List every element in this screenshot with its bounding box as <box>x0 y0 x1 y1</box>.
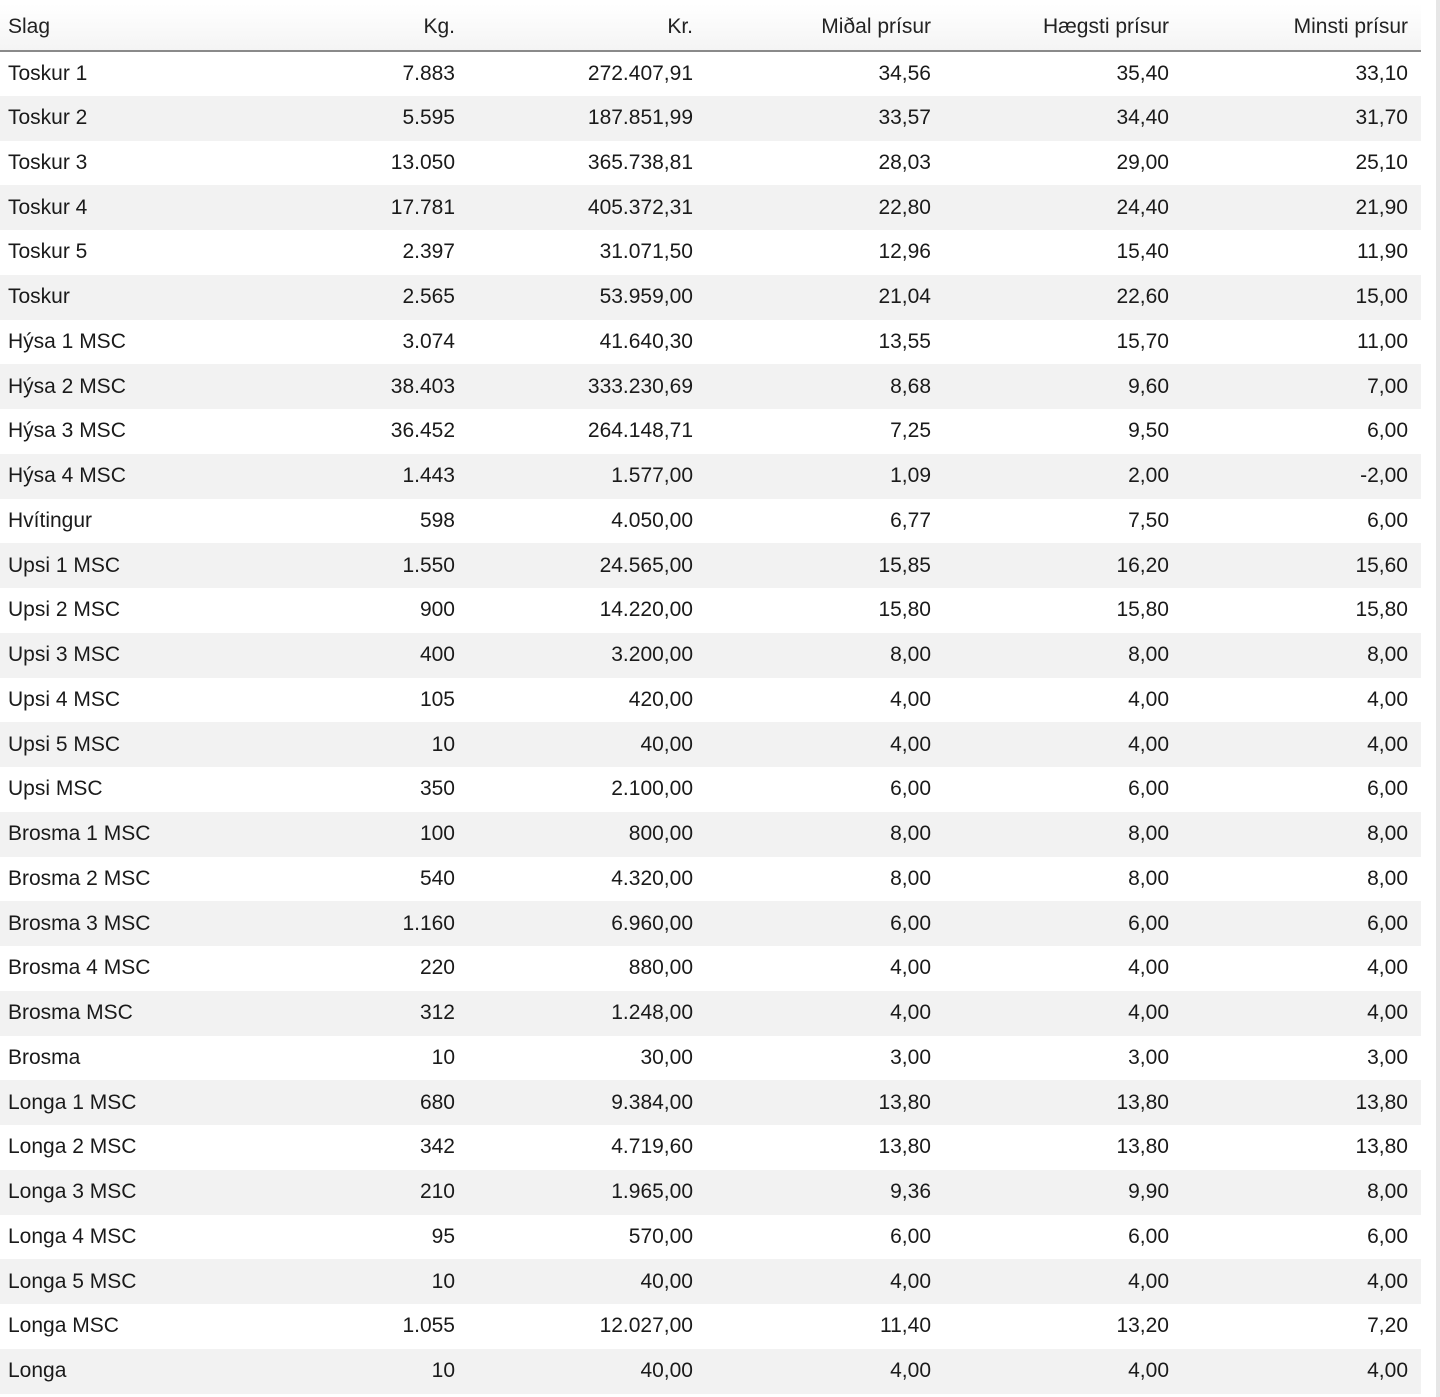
kr-cell: 53.959,00 <box>599 285 693 309</box>
species-cell: Hýsa 4 MSC <box>8 464 126 488</box>
average-price-cell: 28,03 <box>878 150 931 174</box>
average-price-cell: 4,00 <box>890 732 931 756</box>
kg-cell: 2.565 <box>402 285 455 309</box>
lowest-price-cell: 4,00 <box>1367 687 1408 711</box>
species-cell: Upsi MSC <box>8 777 103 801</box>
average-price-cell: 33,57 <box>878 106 931 130</box>
table-row <box>0 1304 1421 1349</box>
highest-price-cell: 4,00 <box>1128 732 1169 756</box>
lowest-price-cell: 15,00 <box>1355 285 1408 309</box>
average-price-cell: 22,80 <box>878 195 931 219</box>
column-header-kr[interactable]: Kr. <box>468 4 706 51</box>
kg-cell: 598 <box>419 508 455 532</box>
lowest-price-cell: 8,00 <box>1367 866 1408 890</box>
species-cell: Longa 5 MSC <box>8 1269 137 1293</box>
species-cell: Upsi 3 MSC <box>8 643 121 667</box>
lowest-price-cell: 15,80 <box>1355 598 1408 622</box>
column-header-highest-price[interactable]: Hægsti prísur <box>944 4 1182 51</box>
lowest-price-cell: 11,00 <box>1357 329 1408 353</box>
table-row <box>0 1170 1421 1215</box>
table-row <box>0 588 1421 633</box>
kr-cell: 9.384,00 <box>611 1090 693 1114</box>
scrollbar-track[interactable] <box>1436 0 1440 1397</box>
highest-price-cell: 34,40 <box>1116 106 1169 130</box>
highest-price-cell: 24,40 <box>1116 195 1169 219</box>
average-price-cell: 3,00 <box>890 1045 931 1069</box>
table-row <box>0 320 1421 365</box>
highest-price-cell: 7,50 <box>1128 508 1169 532</box>
species-cell: Toskur 3 <box>8 150 88 174</box>
lowest-price-cell: -2,00 <box>1360 464 1408 488</box>
species-cell: Hýsa 3 MSC <box>8 419 126 443</box>
kg-cell: 1.443 <box>402 464 455 488</box>
average-price-cell: 4,00 <box>890 1359 931 1383</box>
kg-cell: 210 <box>419 1180 455 1204</box>
average-price-cell: 11,40 <box>880 1314 931 1338</box>
kr-cell: 570,00 <box>628 1224 693 1248</box>
lowest-price-cell: 8,00 <box>1367 1180 1408 1204</box>
kr-cell: 40,00 <box>640 732 693 756</box>
highest-price-cell: 3,00 <box>1128 1045 1169 1069</box>
highest-price-cell: 29,00 <box>1116 150 1169 174</box>
lowest-price-cell: 6,00 <box>1367 1224 1408 1248</box>
species-cell: Brosma 4 MSC <box>8 956 151 980</box>
species-cell: Brosma 1 MSC <box>8 822 151 846</box>
kr-cell: 365.738,81 <box>587 150 693 174</box>
species-cell: Upsi 5 MSC <box>8 732 121 756</box>
kg-cell: 10 <box>431 1359 455 1383</box>
average-price-cell: 4,00 <box>890 687 931 711</box>
table-row <box>0 633 1421 678</box>
table-row <box>0 364 1421 409</box>
table-row <box>0 185 1421 230</box>
kg-cell: 350 <box>419 777 455 801</box>
lowest-price-cell: 4,00 <box>1367 956 1408 980</box>
kg-cell: 5.595 <box>402 106 455 130</box>
species-cell: Upsi 4 MSC <box>8 687 121 711</box>
table-row <box>0 1080 1421 1125</box>
kr-cell: 264.148,71 <box>587 419 693 443</box>
average-price-cell: 4,00 <box>890 1269 931 1293</box>
lowest-price-cell: 6,00 <box>1367 911 1408 935</box>
kr-cell: 40,00 <box>640 1269 693 1293</box>
average-price-cell: 15,85 <box>878 553 931 577</box>
average-price-cell: 9,36 <box>890 1180 931 1204</box>
kr-cell: 2.100,00 <box>611 777 693 801</box>
table-row <box>0 1215 1421 1260</box>
header-row <box>0 4 1421 51</box>
species-cell: Longa <box>8 1359 67 1383</box>
highest-price-cell: 9,60 <box>1128 374 1169 398</box>
table-row <box>0 901 1421 946</box>
highest-price-cell: 8,00 <box>1128 866 1169 890</box>
table-row <box>0 1125 1421 1170</box>
price-table <box>0 4 1421 1394</box>
table-row <box>0 722 1421 767</box>
lowest-price-cell: 13,80 <box>1355 1135 1408 1159</box>
average-price-cell: 6,00 <box>890 777 931 801</box>
highest-price-cell: 4,00 <box>1128 687 1169 711</box>
highest-price-cell: 8,00 <box>1128 643 1169 667</box>
kr-cell: 187.851,99 <box>587 106 693 130</box>
kr-cell: 24.565,00 <box>599 553 693 577</box>
species-cell: Toskur 2 <box>8 106 88 130</box>
lowest-price-cell: 3,00 <box>1367 1045 1408 1069</box>
lowest-price-cell: 7,20 <box>1367 1314 1408 1338</box>
kg-cell: 1.550 <box>402 553 455 577</box>
kg-cell: 3.074 <box>402 329 455 353</box>
kg-cell: 400 <box>419 643 455 667</box>
lowest-price-cell: 4,00 <box>1367 732 1408 756</box>
species-cell: Upsi 1 MSC <box>8 553 121 577</box>
species-cell: Toskur 1 <box>8 61 88 85</box>
average-price-cell: 8,00 <box>890 822 931 846</box>
kg-cell: 1.055 <box>402 1314 455 1338</box>
lowest-price-cell: 6,00 <box>1367 419 1408 443</box>
highest-price-cell: 2,00 <box>1128 464 1169 488</box>
lowest-price-cell: 8,00 <box>1367 822 1408 846</box>
highest-price-cell: 16,20 <box>1116 553 1169 577</box>
kg-cell: 7.883 <box>402 61 455 85</box>
average-price-cell: 13,80 <box>878 1090 931 1114</box>
average-price-cell: 1,09 <box>890 464 931 488</box>
highest-price-cell: 13,20 <box>1116 1314 1169 1338</box>
highest-price-cell: 8,00 <box>1128 822 1169 846</box>
kr-cell: 420,00 <box>628 687 693 711</box>
highest-price-cell: 13,80 <box>1116 1135 1169 1159</box>
lowest-price-cell: 6,00 <box>1367 777 1408 801</box>
table-row <box>0 499 1421 544</box>
kr-cell: 3.200,00 <box>611 643 693 667</box>
species-cell: Brosma 3 MSC <box>8 911 151 935</box>
lowest-price-cell: 31,70 <box>1355 106 1408 130</box>
species-cell: Longa MSC <box>8 1314 119 1338</box>
table-row <box>0 767 1421 812</box>
kr-cell: 1.248,00 <box>611 1001 693 1025</box>
kr-cell: 12.027,00 <box>599 1314 693 1338</box>
lowest-price-cell: 7,00 <box>1367 374 1408 398</box>
kr-cell: 880,00 <box>628 956 693 980</box>
table-row <box>0 678 1421 723</box>
table-header <box>0 4 1421 51</box>
table-row <box>0 812 1421 857</box>
kg-cell: 105 <box>419 687 455 711</box>
highest-price-cell: 15,40 <box>1116 240 1169 264</box>
highest-price-cell: 4,00 <box>1128 1359 1169 1383</box>
species-cell: Toskur 4 <box>8 195 88 219</box>
average-price-cell: 8,00 <box>890 866 931 890</box>
column-header-kg[interactable]: Kg. <box>230 4 468 51</box>
average-price-cell: 4,00 <box>890 956 931 980</box>
kr-cell: 31.071,50 <box>599 240 693 264</box>
lowest-price-cell: 11,90 <box>1357 240 1408 264</box>
column-header-species[interactable]: Slag <box>0 4 230 51</box>
kr-cell: 4.050,00 <box>611 508 693 532</box>
average-price-cell: 15,80 <box>878 598 931 622</box>
table-row <box>0 946 1421 991</box>
table-row <box>0 96 1421 141</box>
highest-price-cell: 35,40 <box>1116 61 1169 85</box>
species-cell: Longa 4 MSC <box>8 1224 137 1248</box>
kg-cell: 13.050 <box>390 150 455 174</box>
average-price-cell: 6,00 <box>890 1224 931 1248</box>
table-row <box>0 991 1421 1036</box>
table-row <box>0 141 1421 186</box>
average-price-cell: 13,80 <box>878 1135 931 1159</box>
kg-cell: 342 <box>419 1135 455 1159</box>
kr-cell: 1.965,00 <box>611 1180 693 1204</box>
species-cell: Hýsa 2 MSC <box>8 374 126 398</box>
species-cell: Hýsa 1 MSC <box>8 329 126 353</box>
highest-price-cell: 6,00 <box>1128 911 1169 935</box>
kr-cell: 4.719,60 <box>611 1135 693 1159</box>
highest-price-cell: 15,80 <box>1116 598 1169 622</box>
average-price-cell: 21,04 <box>878 285 931 309</box>
species-cell: Brosma 2 MSC <box>8 866 151 890</box>
average-price-cell: 6,77 <box>890 508 931 532</box>
kr-cell: 41.640,30 <box>599 329 693 353</box>
kg-cell: 2.397 <box>402 240 455 264</box>
species-cell: Longa 3 MSC <box>8 1180 137 1204</box>
kr-cell: 14.220,00 <box>599 598 693 622</box>
species-cell: Longa 1 MSC <box>8 1090 137 1114</box>
lowest-price-cell: 33,10 <box>1355 61 1408 85</box>
kg-cell: 17.781 <box>390 195 455 219</box>
table-row <box>0 275 1421 320</box>
highest-price-cell: 15,70 <box>1116 329 1169 353</box>
lowest-price-cell: 4,00 <box>1367 1359 1408 1383</box>
lowest-price-cell: 8,00 <box>1367 643 1408 667</box>
kr-cell: 4.320,00 <box>611 866 693 890</box>
table-row <box>0 1259 1421 1304</box>
kg-cell: 312 <box>419 1001 455 1025</box>
table-row <box>0 857 1421 902</box>
highest-price-cell: 4,00 <box>1128 1269 1169 1293</box>
species-cell: Toskur <box>8 285 70 309</box>
table-body <box>0 51 1421 1394</box>
average-price-cell: 8,00 <box>890 643 931 667</box>
table-row <box>0 543 1421 588</box>
highest-price-cell: 22,60 <box>1116 285 1169 309</box>
highest-price-cell: 13,80 <box>1116 1090 1169 1114</box>
kr-cell: 333.230,69 <box>587 374 693 398</box>
kg-cell: 10 <box>431 1045 455 1069</box>
kg-cell: 100 <box>419 822 455 846</box>
price-table-container <box>0 4 1421 1394</box>
kg-cell: 36.452 <box>390 419 455 443</box>
table-row <box>0 409 1421 454</box>
column-header-average-price[interactable]: Miðal prísur <box>706 4 944 51</box>
kr-cell: 40,00 <box>640 1359 693 1383</box>
kg-cell: 10 <box>431 1269 455 1293</box>
column-header-lowest-price[interactable]: Minsti prísur <box>1182 4 1421 51</box>
average-price-cell: 34,56 <box>878 61 931 85</box>
kr-cell: 800,00 <box>628 822 693 846</box>
kr-cell: 1.577,00 <box>611 464 693 488</box>
species-cell: Brosma MSC <box>8 1001 133 1025</box>
kg-cell: 680 <box>419 1090 455 1114</box>
kg-cell: 540 <box>419 866 455 890</box>
lowest-price-cell: 13,80 <box>1355 1090 1408 1114</box>
species-cell: Longa 2 MSC <box>8 1135 137 1159</box>
highest-price-cell: 6,00 <box>1128 1224 1169 1248</box>
kg-cell: 38.403 <box>390 374 455 398</box>
table-row <box>0 1349 1421 1394</box>
species-cell: Toskur 5 <box>8 240 88 264</box>
kg-cell: 1.160 <box>402 911 455 935</box>
lowest-price-cell: 25,10 <box>1355 150 1408 174</box>
table-row <box>0 454 1421 499</box>
highest-price-cell: 4,00 <box>1128 1001 1169 1025</box>
table-row <box>0 230 1421 275</box>
kr-cell: 405.372,31 <box>587 195 693 219</box>
average-price-cell: 13,55 <box>878 329 931 353</box>
table-row <box>0 51 1421 96</box>
species-cell: Brosma <box>8 1045 81 1069</box>
average-price-cell: 7,25 <box>890 419 931 443</box>
species-cell: Upsi 2 MSC <box>8 598 121 622</box>
kr-cell: 30,00 <box>640 1045 693 1069</box>
average-price-cell: 12,96 <box>878 240 931 264</box>
highest-price-cell: 6,00 <box>1128 777 1169 801</box>
lowest-price-cell: 4,00 <box>1367 1269 1408 1293</box>
species-cell: Hvítingur <box>8 508 93 532</box>
lowest-price-cell: 15,60 <box>1355 553 1408 577</box>
highest-price-cell: 4,00 <box>1128 956 1169 980</box>
lowest-price-cell: 4,00 <box>1367 1001 1408 1025</box>
kg-cell: 220 <box>419 956 455 980</box>
highest-price-cell: 9,90 <box>1128 1180 1169 1204</box>
kr-cell: 6.960,00 <box>611 911 693 935</box>
lowest-price-cell: 6,00 <box>1367 508 1408 532</box>
average-price-cell: 4,00 <box>890 1001 931 1025</box>
kg-cell: 95 <box>431 1224 455 1248</box>
average-price-cell: 8,68 <box>890 374 931 398</box>
kr-cell: 272.407,91 <box>587 61 693 85</box>
average-price-cell: 6,00 <box>890 911 931 935</box>
highest-price-cell: 9,50 <box>1128 419 1169 443</box>
kg-cell: 10 <box>431 732 455 756</box>
lowest-price-cell: 21,90 <box>1355 195 1408 219</box>
kg-cell: 900 <box>419 598 455 622</box>
table-row <box>0 1036 1421 1081</box>
